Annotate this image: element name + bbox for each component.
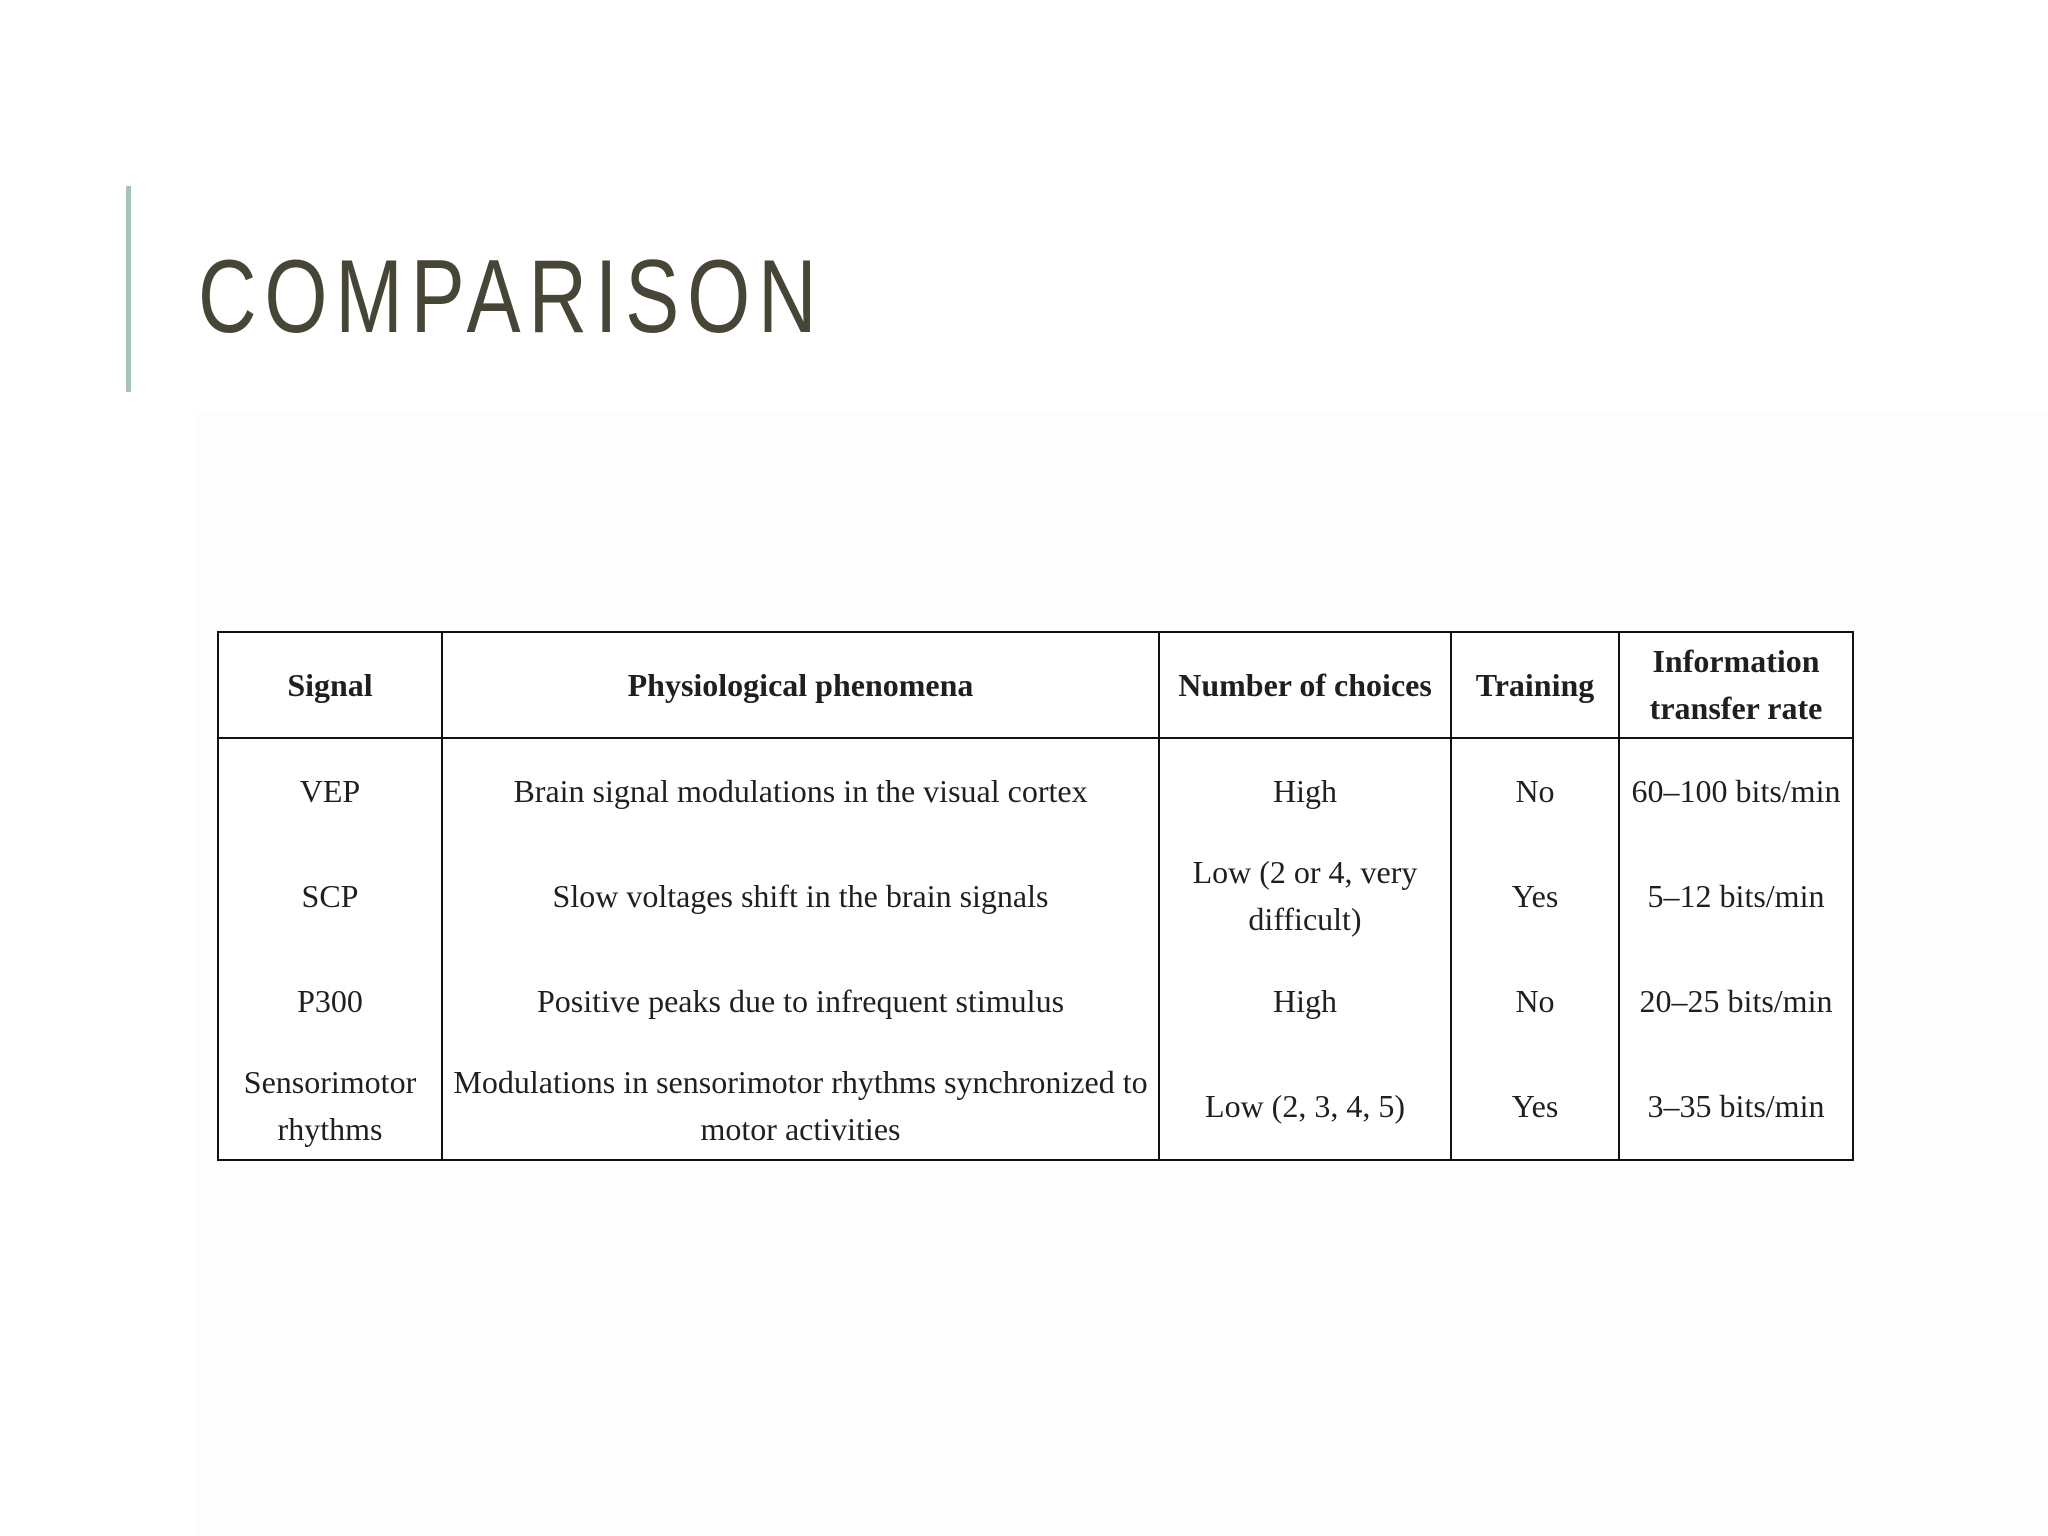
table-header-row	[218, 632, 1853, 738]
cell-rate: 5–12 bits/min	[1619, 844, 1853, 949]
cell-phenomena: Slow voltages shift in the brain signals	[442, 844, 1159, 949]
cell-training: Yes	[1451, 844, 1619, 949]
cell-phenomena: Brain signal modulations in the visual cortex	[442, 738, 1159, 844]
cell-rate: 3–35 bits/min	[1619, 1054, 1853, 1160]
cell-signal: Sensorimotor rhythms	[218, 1054, 442, 1160]
header-signal: Signal	[218, 632, 442, 738]
slide-title: COMPARISON	[198, 239, 825, 355]
cell-phenomena: Modulations in sensorimotor rhythms synchronized to motor activities	[442, 1054, 1159, 1160]
table-row	[218, 738, 1853, 844]
cell-phenomena: Positive peaks due to infrequent stimulus	[442, 949, 1159, 1054]
cell-choices: High	[1159, 949, 1451, 1054]
cell-signal: VEP	[218, 738, 442, 844]
header-physiological-phenomena: Physiological phenomena	[442, 632, 1159, 738]
table-row	[218, 1054, 1853, 1160]
comparison-table	[217, 631, 1854, 1161]
cell-training: Yes	[1451, 1054, 1619, 1160]
table-row	[218, 844, 1853, 949]
table-row	[218, 949, 1853, 1054]
cell-signal: P300	[218, 949, 442, 1054]
header-training: Training	[1451, 632, 1619, 738]
cell-choices: Low (2, 3, 4, 5)	[1159, 1054, 1451, 1160]
cell-signal: SCP	[218, 844, 442, 949]
header-number-of-choices: Number of choices	[1159, 632, 1451, 738]
cell-training: No	[1451, 738, 1619, 844]
cell-training: No	[1451, 949, 1619, 1054]
header-information-transfer-rate: Information transfer rate	[1619, 632, 1853, 738]
cell-rate: 20–25 bits/min	[1619, 949, 1853, 1054]
title-accent-bar	[126, 186, 131, 392]
cell-choices: Low (2 or 4, very difficult)	[1159, 844, 1451, 949]
cell-choices: High	[1159, 738, 1451, 844]
cell-rate: 60–100 bits/min	[1619, 738, 1853, 844]
